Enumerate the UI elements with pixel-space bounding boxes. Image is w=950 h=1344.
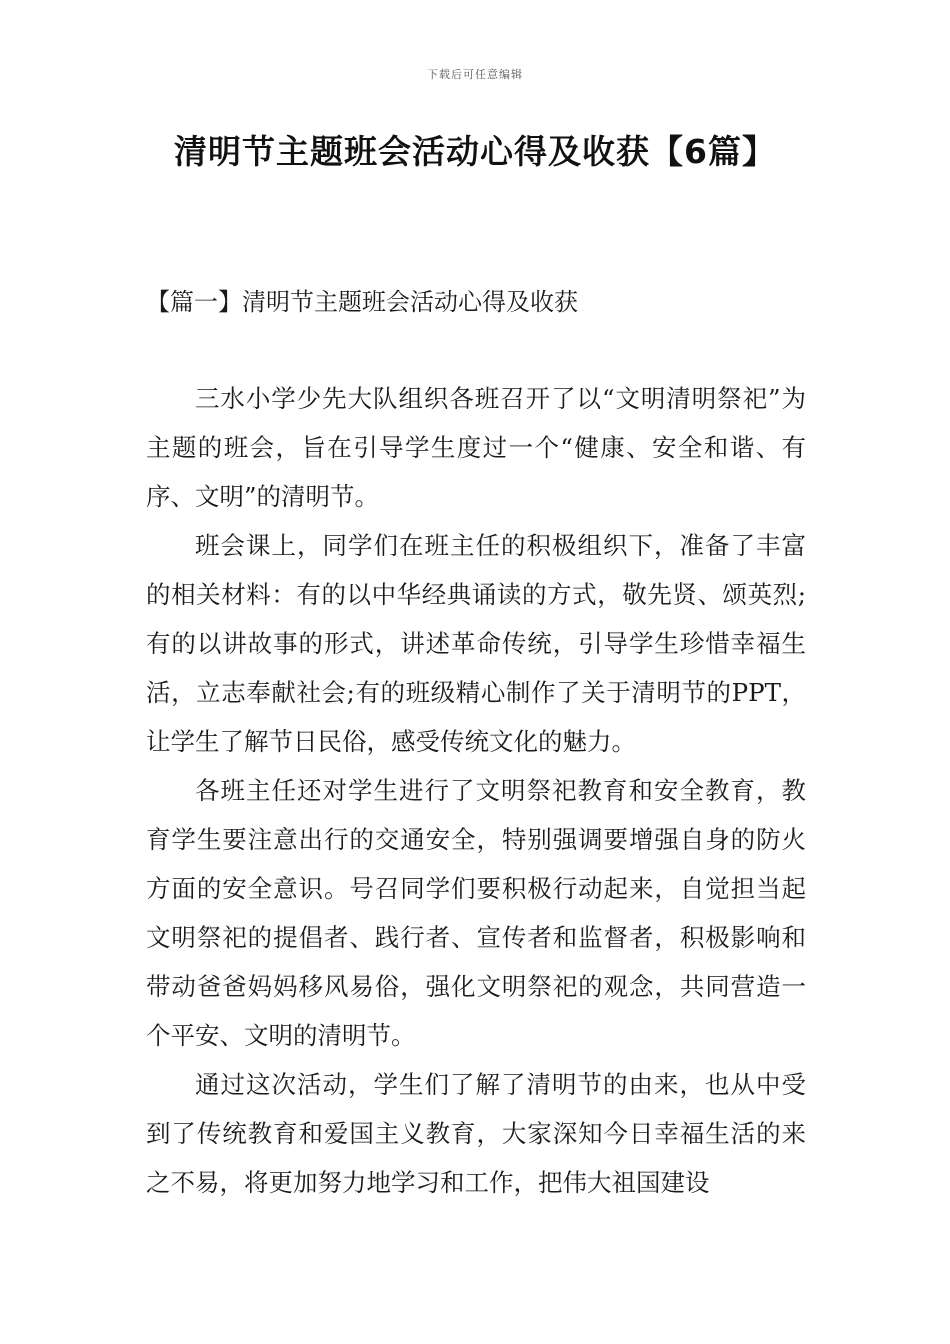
body-text [146, 374, 806, 1207]
paragraph: 通过这次活动，学生们了解了清明节的由来，也从中受到了传统教育和爱国主义教育，大家深知今日幸福生活的来之不易，将更加努力地学习和工作，把伟大祖国建设 [146, 1070, 806, 1197]
document-title: 清明节主题班会活动心得及收获【6篇】 [174, 132, 776, 171]
paragraph: 各班主任还对学生进行了文明祭祀教育和安全教育，教育学生要注意出行的交通安全，特别强调要增强自身的防火方面的安全意识。号召同学们要积极行动起来，自觉担当起文明祭祀的提倡者、践行者、宣传者和监督者，积极影响和带动爸爸妈妈移风易俗，强化文明祭祀的观念，共同营造一个平安、文明的清明节。 [146, 776, 806, 1050]
paragraph: 班会课上，同学们在班主任的积极组织下，准备了丰富的相关材料：有的以中华经典诵读的方式，敬先贤、颂英烈;有的以讲故事的形式，讲述革命传统，引导学生珍惜幸福生活，立志奉献社会;有的班级精心制作了关于清明节的PPT，让学生了解节日民俗，感受传统文化的魅力。 [146, 531, 806, 756]
header-note: 下载后可任意编辑 [427, 68, 523, 81]
paragraph: 三水小学少先大队组织各班召开了以“文明清明祭祀”为主题的班会，旨在引导学生度过一个“健康、安全和谐、有序、文明”的清明节。 [146, 384, 806, 511]
section-heading: 【篇一】清明节主题班会活动心得及收获 [146, 288, 578, 316]
